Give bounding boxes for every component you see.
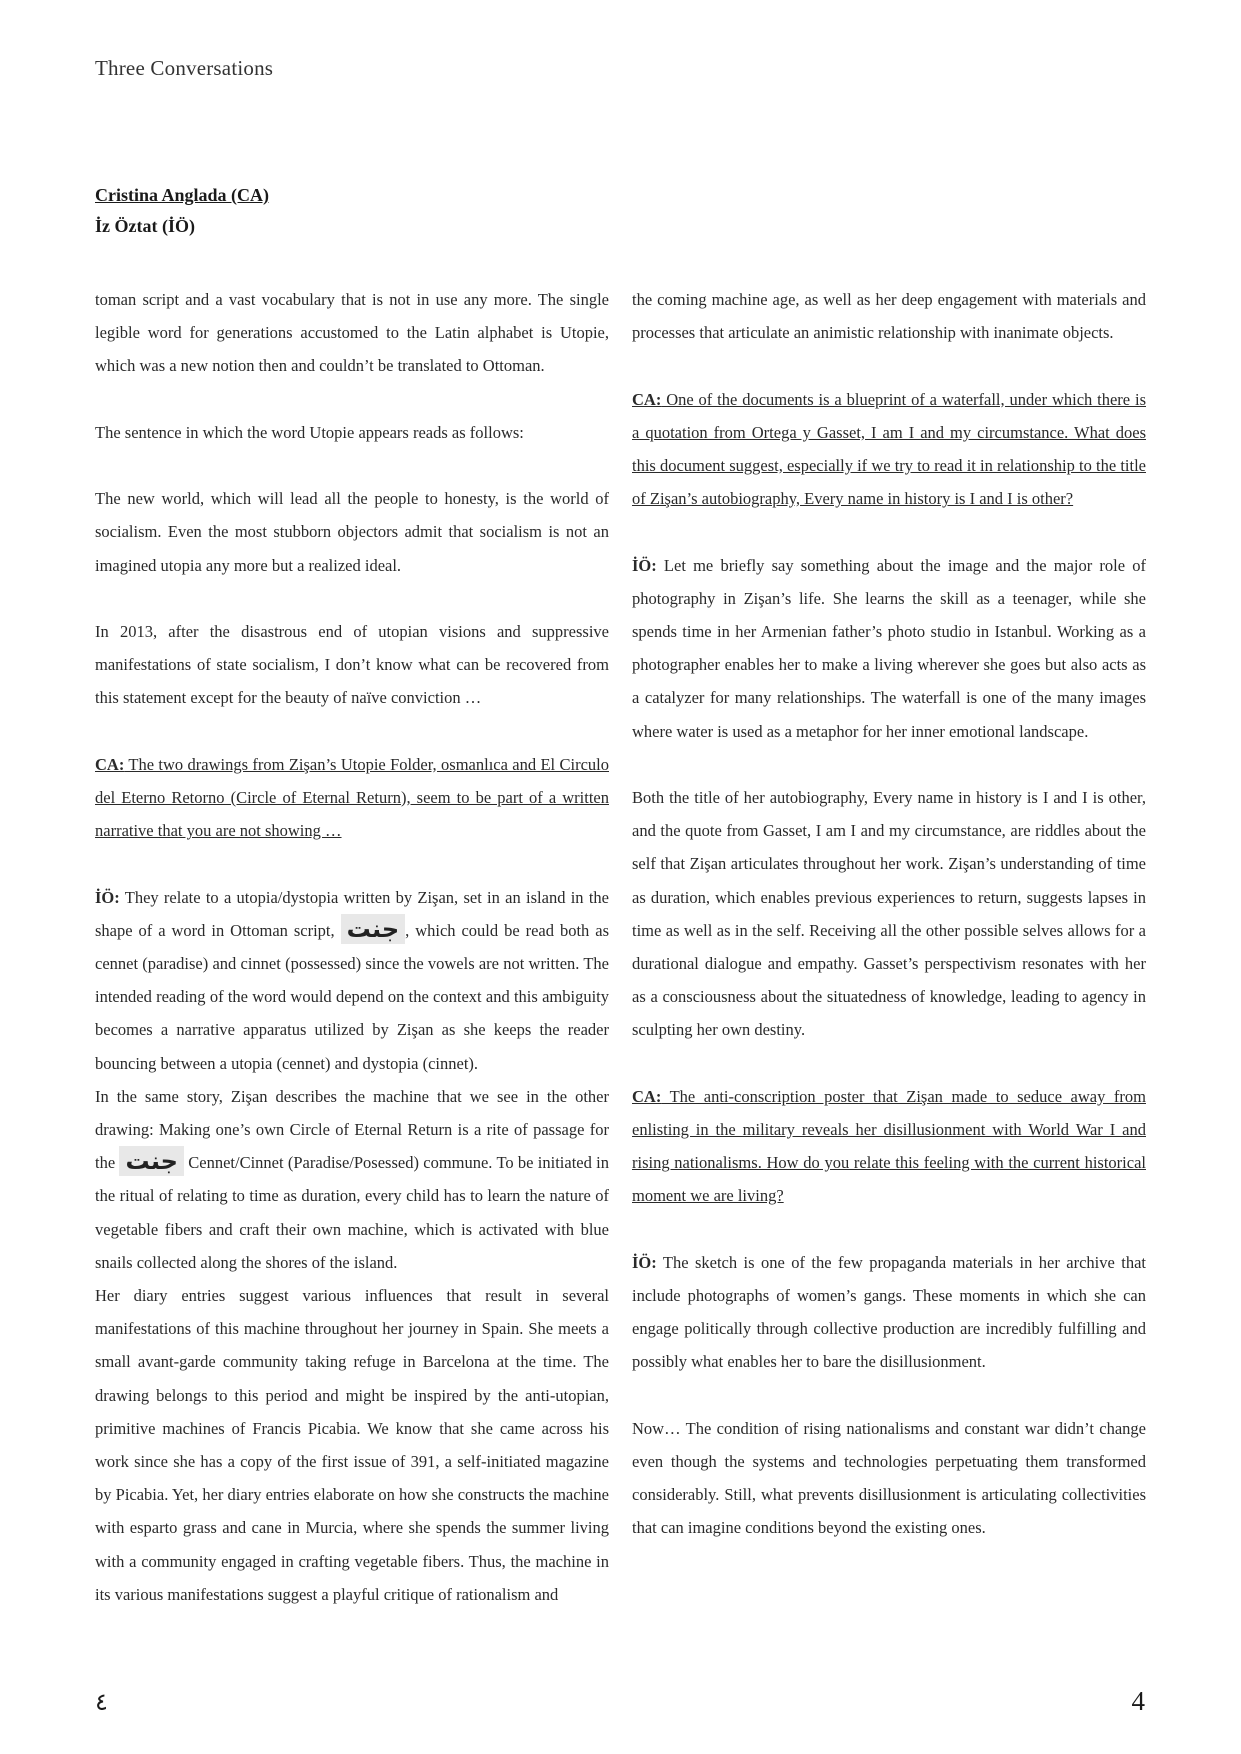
paragraph: the coming machine age, as well as her deep engagement with materials and processes that articulate an animistic relationship with inanimate objects. bbox=[632, 290, 1146, 343]
paragraph: toman script and a vast vocabulary that is not in use any more. The single legible word for generations accustomed to the Latin alphabet is Utopie, which was a new notion then and couldn’t be translated to Ottoman. bbox=[95, 290, 609, 376]
page-number-arabic: ٤ bbox=[95, 1688, 108, 1716]
question-ca bbox=[632, 383, 1146, 516]
question-text: The anti-conscription poster that Zişan made to seduce away from enlisting in the military reveals her disillusionment with World War I and rising nationalisms. How do you relate this feeling with the current historical moment we are living? bbox=[632, 1086, 1146, 1206]
answer-text: The sketch is one of the few propaganda materials in her archive that include photographs of women’s gangs. These moments in which she can engage politically through collective production are incredibly fulfilling and possibly what enables her to bare the disillusionment. bbox=[632, 1252, 1146, 1372]
interview-participants bbox=[95, 180, 269, 242]
paragraph bbox=[95, 1080, 609, 1279]
ottoman-word-image: جنت bbox=[341, 914, 406, 944]
paragraph: In 2013, after the disastrous end of utopian visions and suppressive manifestations of state socialism, I don’t know what can be recovered from this statement except for the beauty of naïve conviction … bbox=[95, 621, 609, 708]
participant-io: İz Öztat (İÖ) bbox=[95, 216, 195, 236]
question-ca bbox=[95, 748, 609, 848]
running-title: Three Conversations bbox=[95, 56, 274, 80]
page-number: 4 bbox=[1131, 1686, 1145, 1716]
question-ca bbox=[632, 1080, 1146, 1213]
answer-text: They relate to a utopia/dystopia written by Zişan, set in an island in the shape of a word in Ottoman script, bbox=[95, 887, 609, 940]
speaker-io: İÖ: bbox=[632, 1252, 657, 1272]
ottoman-word-image: جنت bbox=[119, 1146, 184, 1176]
right-column bbox=[632, 283, 1146, 1578]
left-column bbox=[95, 283, 609, 1611]
speaker-ca: CA: bbox=[632, 1086, 662, 1106]
paragraph: Her diary entries suggest various influences that result in several manifestations of this machine throughout her journey in Spain. She meets a small avant-garde community taking refuge in Barcelona at the time. The drawing belongs to this period and might be inspired by the anti-utopian, primitive machines of Francis Picabia. We know that she came across his work since she has a copy of the first issue of 391, a self-initiated magazine by Picabia. Yet, her diary entries elaborate on how she constructs the machine with esparto grass and cane in Murcia, where she spends the summer living with a community engaged in crafting vegetable fibers. Thus, the machine in its various manifestations suggest a playful critique of rationalism and bbox=[95, 1286, 609, 1604]
speaker-ca: CA: bbox=[95, 754, 125, 774]
paragraph: The new world, which will lead all the people to honesty, is the world of socialism. Even the most stubborn objectors admit that socialism is not an imagined utopia any more but a realized ideal. bbox=[95, 489, 609, 575]
answer-io bbox=[95, 881, 609, 1080]
participant-ca: Cristina Anglada (CA) bbox=[95, 185, 270, 205]
speaker-io: İÖ: bbox=[95, 887, 120, 907]
paragraph: The sentence in which the word Utopie appears reads as follows: bbox=[95, 422, 524, 442]
question-text: One of the documents is a blueprint of a waterfall, under which there is a quotation from Ortega y Gasset, I am I and my circumstance. What does this document suggest, especially if we try to read it in relationship to the title of Zişan’s autobiography, Every name in history is I and I is other? bbox=[632, 389, 1146, 509]
answer-io bbox=[632, 549, 1146, 748]
paragraph: Now… The condition of rising nationalisms and constant war didn’t change even though the systems and technologies perpetuating them transformed considerably. Still, what prevents disillusionment is articulating collectivities that can imagine conditions beyond the existing ones. bbox=[632, 1418, 1146, 1538]
paragraph: Both the title of her autobiography, Every name in history is I and I is other, and the quote from Gasset, I am I and my circumstance, are riddles about the self that Zişan articulates throughout her work. Zişan’s understanding of time as duration, which enables previous experiences to return, suggests lapses in time as well as in the self. Receiving all the other possible selves allows for a durational dialogue and empathy. Gasset’s perspectivism resonates with her as a consciousness about the situatedness of knowledge, leading to agency in sculpting her own destiny. bbox=[632, 788, 1146, 1040]
speaker-io: İÖ: bbox=[632, 555, 657, 575]
answer-io bbox=[632, 1246, 1146, 1379]
paragraph-text: Cennet/Cinnet (Paradise/Posessed) commune. To be initiated in the ritual of relating to time as duration, every child has to learn the nature of vegetable fibers and craft their own machine, which is activated with blue snails collected along the shores of the island. bbox=[95, 1153, 609, 1272]
answer-text: , which could be read both as cennet (paradise) and cinnet (possessed) since the vowels are not written. The intended reading of the word would depend on the context and this ambiguity becomes a narrative apparatus utilized by Zişan as she keeps the reader bouncing between a utopia (cennet) and dystopia (cinnet). bbox=[95, 920, 609, 1073]
answer-text: Let me briefly say something about the image and the major role of photography in Zişan’s life. She learns the skill as a teenager, while she spends time in her Armenian father’s photo studio in Istanbul. Working as a photographer enables her to make a living wherever she goes but also acts as a catalyzer for many relationships. The waterfall is one of the many images where water is used as a metaphor for her inner emotional landscape. bbox=[632, 555, 1146, 741]
speaker-ca: CA: bbox=[632, 389, 662, 409]
paragraph-text: In the same story, Zişan describes the machine that we see in the other drawing: Making one’s own Circle of Eternal Return is a rite of passage for the bbox=[95, 1086, 609, 1173]
question-text: The two drawings from Zişan’s Utopie Folder, osmanlıca and El Circulo del Eterno Retorno (Circle of Eternal Return), seem to be part of a written narrative that you are not showing … bbox=[95, 754, 609, 841]
